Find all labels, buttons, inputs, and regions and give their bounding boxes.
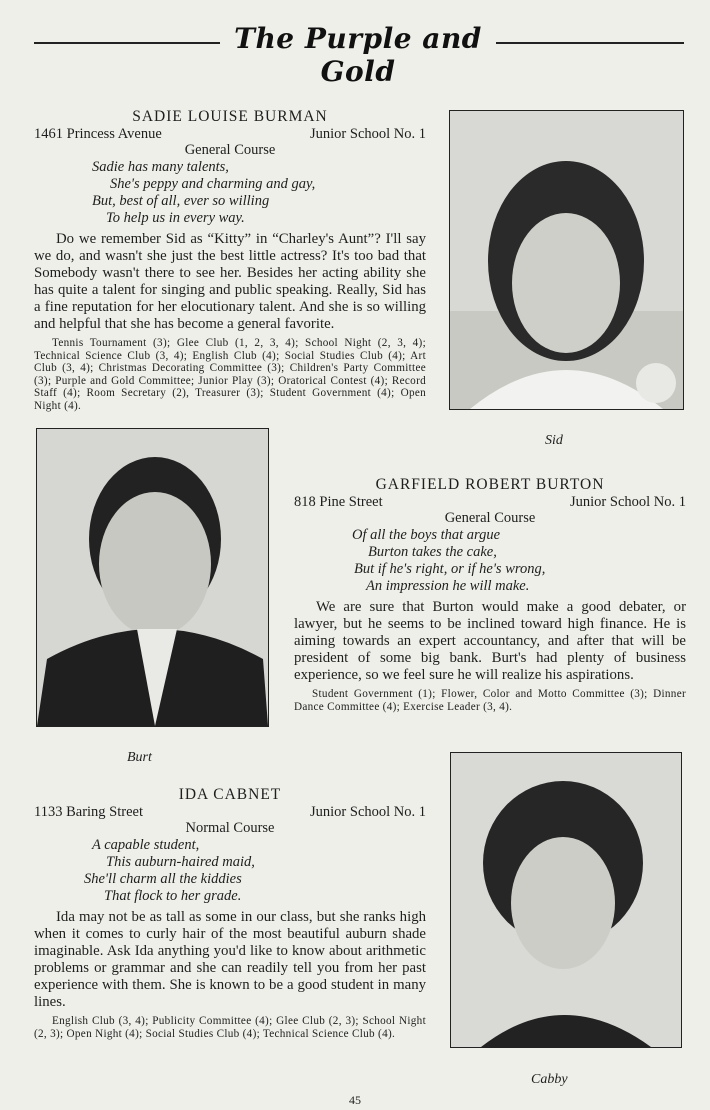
portrait-photo [36, 428, 269, 727]
poem-line: This auburn-haired maid, [106, 854, 255, 870]
poem-line: To help us in every way. [106, 210, 245, 226]
poem-line: That flock to her grade. [104, 888, 242, 904]
header-rule-left [34, 42, 220, 44]
student-bio: We are sure that Burton would make a good debater, or lawyer, but he seems to be inclined toward high finance. He is aiming towards an expert accountancy, and after that will be president of some big bank. Burt's had plenty of business experience, so we feel sure he will realize his aspirations. [294, 599, 686, 683]
address-row [34, 804, 426, 820]
poem-line: Of all the boys that argue [352, 527, 501, 543]
address-row [34, 126, 426, 142]
student-course: General Course [444, 510, 536, 526]
photo-caption: Burt [127, 750, 152, 765]
student-name: GARFIELD ROBERT BURTON [375, 476, 605, 493]
student-entry-cabnet [34, 786, 426, 1040]
student-activities: English Club (3, 4); Publicity Committee (4); Glee Club (2, 3); School Night (2, 3); Open Night (4); Social Studies Club (4); Technical Science Club (4). [34, 1015, 426, 1040]
poem-line: But, best of all, ever so willing [92, 193, 270, 209]
poem-line: She'll charm all the kiddies [84, 871, 242, 887]
student-poem [294, 527, 686, 595]
student-bio: Ida may not be as tall as some in our class, but she ranks high when it comes to curly hair of the most beautiful auburn shade imaginable. Ask Ida anything you'd like to know about arithmetic problems or grammar and she can readily tell you from her past experience with them. She is known to be a good student in many lines. [34, 909, 426, 1010]
photo-caption: Cabby [531, 1072, 568, 1087]
student-school: Junior School No. 1 [310, 126, 426, 142]
student-entry-burman [34, 108, 426, 412]
student-school: Junior School No. 1 [570, 494, 686, 510]
student-activities: Tennis Tournament (3); Glee Club (1, 2, 3, 4); School Night (2, 3, 4); Technical Science Club (3, 4); English Club (4); Social Studies Club (4); Art Club (3, 4); Christmas Decorating Committee (3); Children's Party Committee (3); Purple and Gold Committee; Junior Play (3); Oratorical Contest (4); Record Staff (4); Room Secretary (2), Treasurer (3); Student Government (4); Open Night (4). [34, 337, 426, 412]
portrait-photo [450, 752, 682, 1048]
address-row [294, 494, 686, 510]
student-course: Normal Course [185, 820, 275, 836]
page-header [34, 20, 684, 88]
poem-line: A capable student, [92, 837, 200, 853]
student-address: 818 Pine Street [294, 494, 383, 510]
photo-caption: Sid [545, 433, 563, 448]
header-rule-right [496, 42, 684, 44]
poem-line: An impression he will make. [366, 578, 530, 594]
poem-line: But if he's right, or if he's wrong, [354, 561, 546, 577]
student-address: 1133 Baring Street [34, 804, 143, 820]
page-title: The Purple and Gold [234, 22, 482, 88]
student-address: 1461 Princess Avenue [34, 126, 162, 142]
student-name: SADIE LOUISE BURMAN [132, 108, 328, 125]
student-bio: Do we remember Sid as “Kitty” in “Charley's Aunt”? I'll say we do, and wasn't she just the best little actress? It's too bad that Somebody wasn't there to see her. Besides her acting ability she has quite a talent for singing and public speaking. Really, Sid has a fine reputation for her elocutionary talent. And she is so willing and helpful that she has become a general favorite. [34, 231, 426, 332]
student-name: IDA CABNET [178, 786, 282, 803]
poem-line: Sadie has many talents, [92, 159, 229, 175]
poem-line: Burton takes the cake, [368, 544, 497, 560]
portrait-photo [449, 110, 684, 410]
page-number: 45 [349, 1093, 361, 1107]
student-school: Junior School No. 1 [310, 804, 426, 820]
student-poem [34, 159, 426, 227]
student-poem [34, 837, 426, 905]
student-entry-burton [294, 476, 686, 713]
poem-line: She's peppy and charming and gay, [110, 176, 316, 192]
student-course: General Course [184, 142, 276, 158]
student-activities: Student Government (1); Flower, Color and Motto Committee (3); Dinner Dance Committee (4); Exercise Leader (3, 4). [294, 688, 686, 713]
